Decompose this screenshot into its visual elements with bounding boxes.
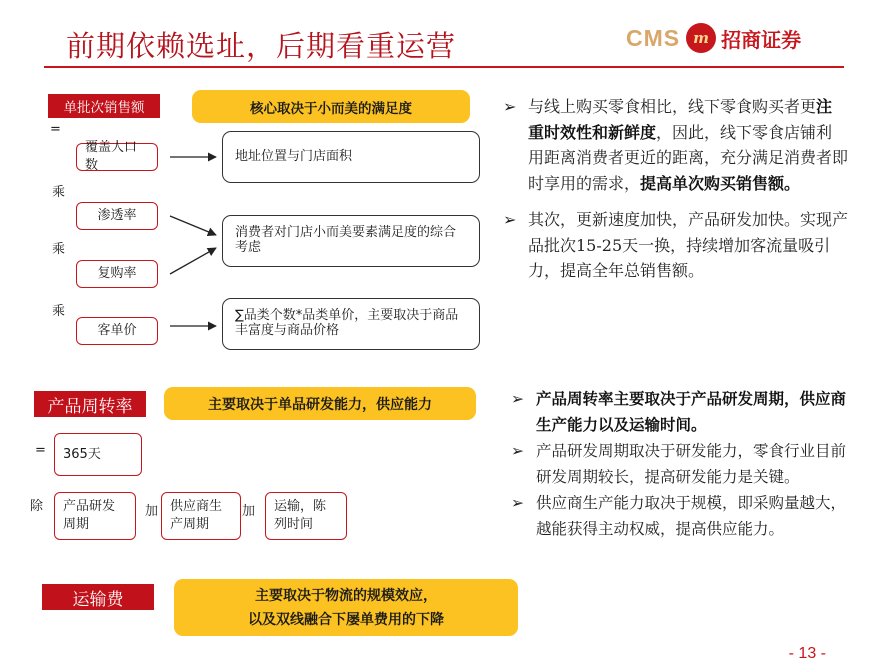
bullet-item: ➢ 产品周转率主要取决于产品研发周期，供应商生产能力以及运输时间。 xyxy=(511,386,856,438)
transport-fee-label: 运输费 xyxy=(42,584,154,610)
sales-per-batch-label: 单批次销售额 xyxy=(48,94,160,118)
company-name: 招商证券 xyxy=(721,27,802,52)
multiply-sign: 乘 xyxy=(52,304,66,319)
page-number: - 13 - xyxy=(788,645,826,662)
bullet-arrow-icon: ➢ xyxy=(511,390,524,408)
equals-sign: = xyxy=(35,443,46,458)
bullet-item: ➢ 供应商生产能力取决于规模，即采购量越大，越能获得主动权威，提高供应能力。 xyxy=(511,490,856,542)
equals-sign: = xyxy=(50,122,61,137)
bullet-arrow-icon: ➢ xyxy=(503,97,517,116)
supplier-cycle-box: 供应商生产周期 xyxy=(161,492,241,540)
page-title: 前期依赖选址，后期看重运营 xyxy=(66,29,457,63)
transport-fee-banner xyxy=(174,579,518,636)
factor-unit-price: 客单价 xyxy=(76,317,158,345)
bullet-arrow-icon: ➢ xyxy=(511,442,524,460)
turnover-banner: 主要取决于单品研发能力，供应能力 xyxy=(164,387,476,420)
turnover-label: 产品周转率 xyxy=(34,391,146,417)
factor-coverage-population: 覆盖人口数 xyxy=(76,143,158,171)
arrow-penetration-to-satisfaction xyxy=(170,216,216,235)
days-365-box: 365天 xyxy=(54,433,142,476)
factor-penetration-rate: 渗透率 xyxy=(76,202,158,230)
sales-core-banner: 核心取决于小而美的满足度 xyxy=(192,90,470,123)
bullet-item: ➢ 与线上购买零食相比，线下零食购买者更注重时效性和新鲜度，因此，线下零食店铺利用距离消费者更近的距离，充分满足消费者即时享用的需求，提高单次购买销售额。 xyxy=(503,94,848,196)
plus-sign: 加 xyxy=(242,504,256,519)
bullet-arrow-icon: ➢ xyxy=(503,210,517,229)
bullet-item: ➢ 其次，更新速度加快，产品研发加快。实现产品批次15-25天一换，持续增加客流量吸引力，提高全年总销售额。 xyxy=(503,207,848,284)
bullet-list-bottom xyxy=(511,386,856,542)
logo-mark-glyph: m xyxy=(693,30,710,46)
divide-sign: 除 xyxy=(30,499,44,514)
factor-repurchase-rate: 复购率 xyxy=(76,260,158,288)
logo-cms-text: CMS xyxy=(626,24,681,51)
bullet-item: ➢ 产品研发周期取决于研发能力，零食行业目前研发周期较长，提高研发能力是关键。 xyxy=(511,438,856,490)
driver-small-beauty-satisfaction: 消费者对门店小而美要素满足度的综合考虑 xyxy=(222,215,480,267)
plus-sign: 加 xyxy=(145,504,159,519)
multiply-sign: 乘 xyxy=(52,185,66,200)
bullet-arrow-icon: ➢ xyxy=(511,494,524,512)
driver-category-richness-price: ∑品类个数*品类单价，主要取决于商品丰富度与商品价格 xyxy=(222,298,480,350)
transport-banner-line2: 以及双线融合下屡单费用的下降 xyxy=(248,611,444,628)
arrow-repurchase-to-satisfaction xyxy=(170,248,216,274)
bullet-list-top xyxy=(503,94,848,295)
rd-cycle-box: 产品研发周期 xyxy=(54,492,136,540)
driver-location-size: 地址位置与门店面积 xyxy=(222,131,480,183)
multiply-sign: 乘 xyxy=(52,242,66,257)
transport-banner-line1: 主要取决于物流的规模效应， xyxy=(255,587,437,604)
transport-display-box: 运输，陈列时间 xyxy=(265,492,347,540)
